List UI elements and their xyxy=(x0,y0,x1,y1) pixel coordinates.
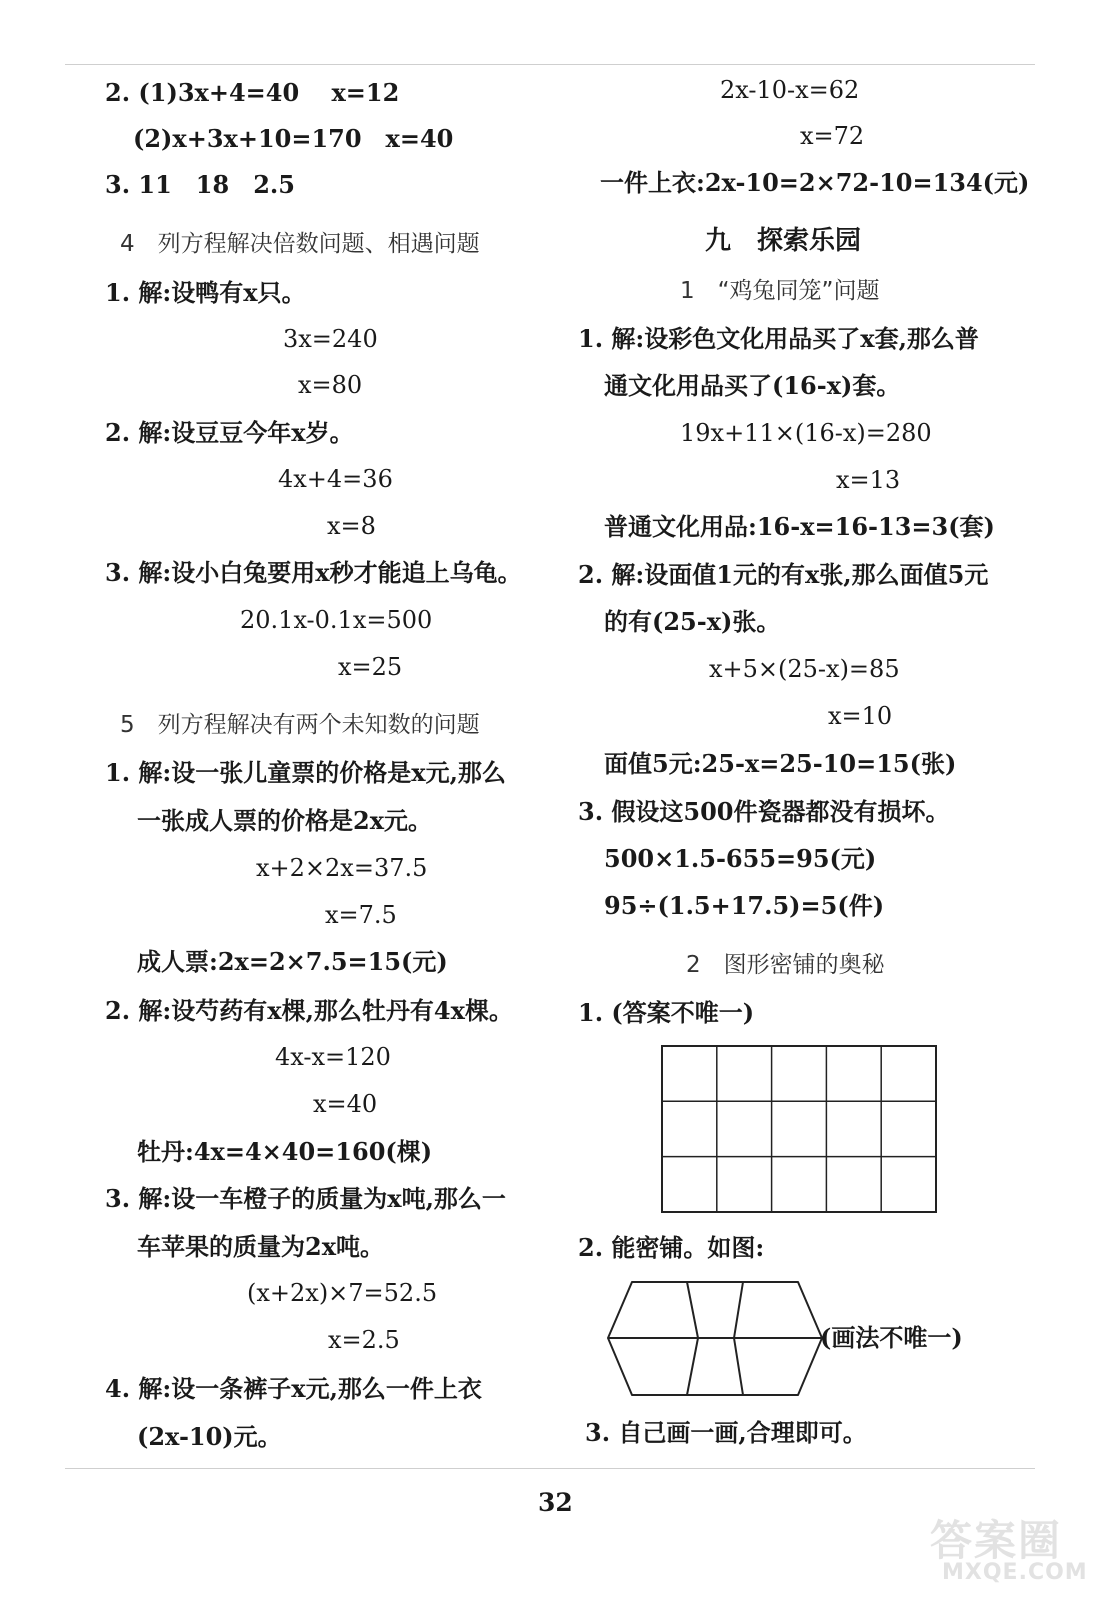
answer-line: 4. 解:设一条裤子x元,那么一件上衣 xyxy=(105,1374,482,1403)
equation: 3x=240 xyxy=(283,325,378,353)
equation: x+2×2x=37.5 xyxy=(256,854,428,882)
answer-line: 1. 解:设一张儿童票的价格是x元,那么 xyxy=(105,758,506,787)
answer-line: 3. 解:设一车橙子的质量为x吨,那么一 xyxy=(105,1184,506,1213)
tiling-grid-figure xyxy=(656,1040,941,1216)
answer-line: 牡丹:4x=4×40=160(棵) xyxy=(137,1137,433,1166)
equation: 4x+4=36 xyxy=(278,465,393,493)
watermark-logo xyxy=(930,1508,1100,1588)
section-heading: 4 列方程解决倍数问题、相遇问题 xyxy=(120,231,480,257)
answer-line: 3. 解:设小白兔要用x秒才能追上乌龟。 xyxy=(105,558,522,587)
answer-line: 一张成人票的价格是2x元。 xyxy=(137,806,433,835)
answer-line: 95÷(1.5+17.5)=5(件) xyxy=(604,891,885,920)
bottom-rule xyxy=(65,1468,1035,1469)
answer-line: 通文化用品买了(16-x)套。 xyxy=(604,371,901,400)
top-rule xyxy=(65,64,1035,65)
section-heading: 5 列方程解决有两个未知数的问题 xyxy=(120,712,480,738)
equation: x=40 xyxy=(313,1090,378,1118)
equation: x=25 xyxy=(338,653,403,681)
answer-line: 3. 自己画一画,合理即可。 xyxy=(585,1418,867,1447)
equation: x=80 xyxy=(298,371,363,399)
hexagon-tessellation-figure xyxy=(604,1278,826,1400)
answer-line: 2. 能密铺。如图: xyxy=(578,1233,765,1262)
answer-line: (2)x+3x+10=170 x=40 xyxy=(133,124,454,153)
answer-line: 普通文化用品:16-x=16-13=3(套) xyxy=(604,512,995,541)
section-heading: 1 “鸡兔同笼”问题 xyxy=(680,278,880,304)
answer-line: 1. 解:设鸭有x只。 xyxy=(105,278,306,307)
equation: x=13 xyxy=(836,466,901,494)
equation: x=10 xyxy=(828,702,893,730)
answer-line: 2. (1)3x+4=40 x=12 xyxy=(105,78,400,107)
equation: x=7.5 xyxy=(325,901,397,929)
equation: x=2.5 xyxy=(328,1326,400,1354)
answer-line: 面值5元:25-x=25-10=15(张) xyxy=(604,749,957,778)
equation: x=72 xyxy=(800,122,865,150)
answer-line: 1. 解:设彩色文化用品买了x套,那么普 xyxy=(578,324,979,353)
answer-line: 2. 解:设豆豆今年x岁。 xyxy=(105,418,354,447)
answer-line: 一件上衣:2x-10=2×72-10=134(元) xyxy=(600,168,1030,197)
watermark-text: 答案圈 xyxy=(930,1516,1063,1565)
equation: x+5×(25-x)=85 xyxy=(709,655,900,683)
answer-line: 1. (答案不唯一) xyxy=(578,998,755,1027)
answer-line: 3. 假设这500件瓷器都没有损坏。 xyxy=(578,797,950,826)
watermark-url: MXQE.COM xyxy=(942,1560,1088,1585)
answer-line: 3. 11 18 2.5 xyxy=(105,170,295,199)
equation: 20.1x-0.1x=500 xyxy=(240,606,433,634)
answer-line: 500×1.5-655=95(元) xyxy=(604,844,877,873)
answer-line: 成人票:2x=2×7.5=15(元) xyxy=(137,947,448,976)
equation: 19x+11×(16-x)=280 xyxy=(680,419,932,447)
answer-line: 2. 解:设面值1元的有x张,那么面值5元 xyxy=(578,560,989,589)
answer-line: 车苹果的质量为2x吨。 xyxy=(137,1232,385,1261)
equation: 4x-x=120 xyxy=(275,1043,391,1071)
figure-note: (画法不唯一) xyxy=(820,1323,963,1352)
answer-line: 2. 解:设芍药有x棵,那么牡丹有4x棵。 xyxy=(105,996,513,1025)
equation: x=8 xyxy=(327,512,376,540)
equation: (x+2x)×7=52.5 xyxy=(247,1279,438,1307)
chapter-title: 九 探索乐园 xyxy=(705,226,862,256)
page-number: 32 xyxy=(538,1488,573,1517)
equation: 2x-10-x=62 xyxy=(720,76,860,104)
section-heading: 2 图形密铺的奥秘 xyxy=(686,952,885,978)
answer-line: (2x-10)元。 xyxy=(137,1422,282,1451)
answer-line: 的有(25-x)张。 xyxy=(604,607,781,636)
